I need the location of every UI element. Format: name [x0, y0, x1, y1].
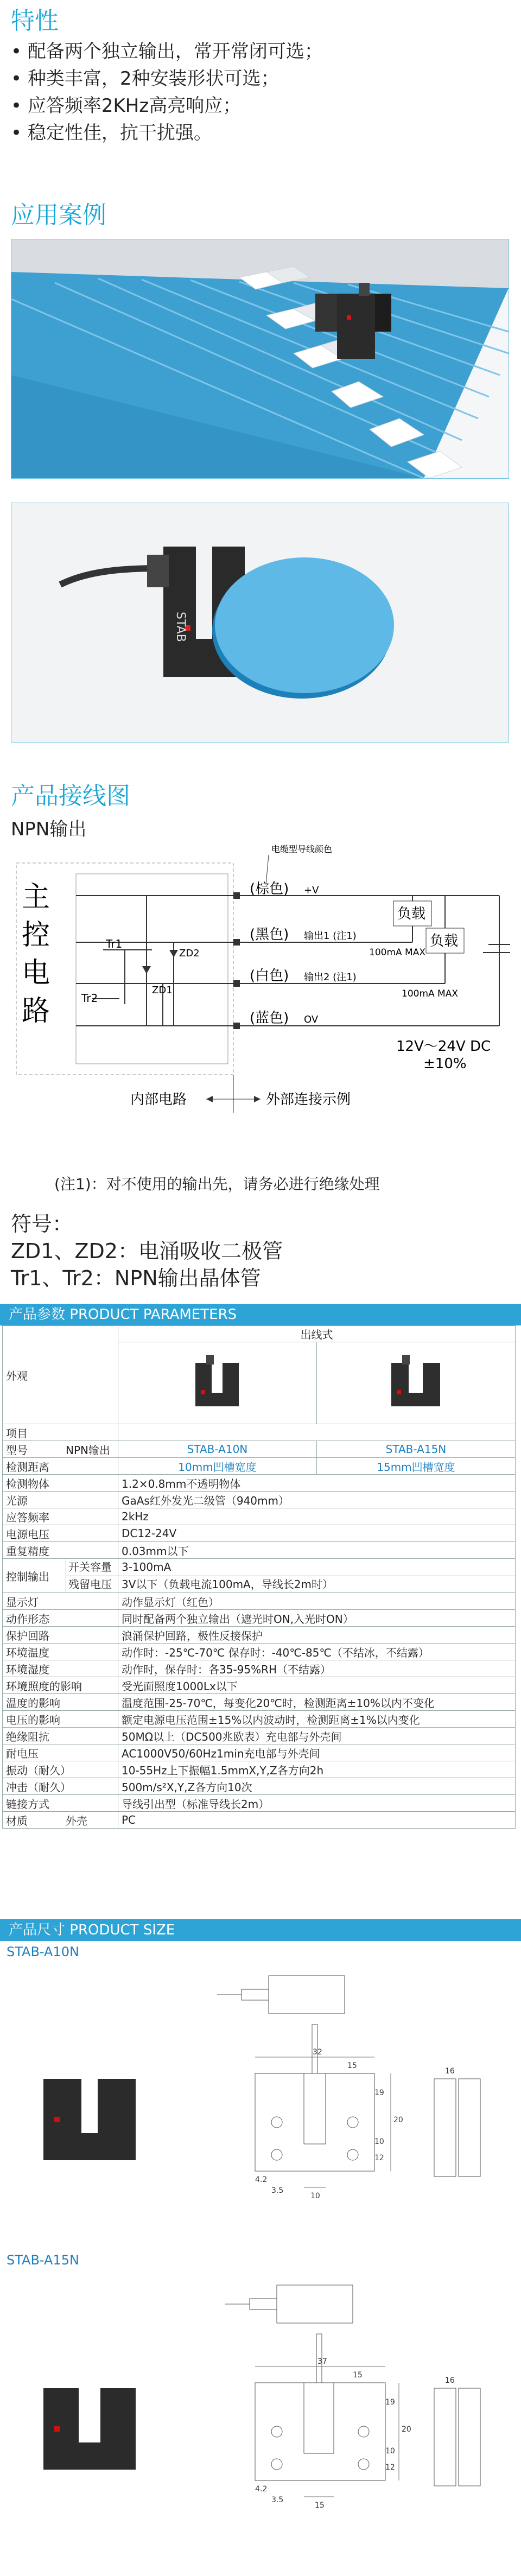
symbol-tr: Tr1、Tr2：NPN输出晶体管: [11, 1266, 261, 1290]
tr2-label: Tr2: [81, 992, 98, 1005]
table-row: [3, 1424, 516, 1441]
product-photo-a-img: [182, 1352, 252, 1412]
wire-blue: (蓝色): [250, 1010, 289, 1026]
model-b: STAB-A15N: [316, 1441, 515, 1458]
dim-10: 10: [374, 2137, 384, 2146]
dim-4-2: 4.2: [255, 2485, 268, 2493]
table-row: 保护回路 浪涌保护回路，极性反接保护: [3, 1627, 516, 1644]
wiring-title: 产品接线图: [11, 782, 130, 810]
symbol-zd: ZD1、ZD2：电涌吸收二极管: [11, 1239, 283, 1263]
dim-12: 12: [374, 2154, 384, 2162]
wire-black: (黑色): [250, 927, 289, 943]
size-bar: 产品尺寸 PRODUCT SIZE: [0, 1919, 521, 1941]
tr1-label: Tr1: [106, 937, 123, 950]
material-cell: 材质 外壳: [3, 1812, 118, 1829]
wire-out2: 输出2 (注1): [304, 972, 357, 983]
load-1: 负载: [397, 906, 426, 922]
feature-item: • 配备两个独立输出，常开常闭可选；: [11, 41, 323, 62]
dim-3-5: 3.5: [271, 2186, 284, 2195]
feature-item: • 稳定性佳，抗干扰强。: [11, 122, 212, 144]
features-title: 特性: [11, 7, 59, 35]
dim-height: 20: [393, 2116, 403, 2124]
dim-12: 12: [385, 2463, 395, 2472]
product-photo-a: [118, 1342, 317, 1424]
app-image-2: [11, 503, 509, 743]
table-row: 电压的影响 额定电源电压范围±15%以内波动时，检测距离±1%以内变化: [3, 1711, 516, 1728]
wire-color-note: 电缆型导线颜色: [271, 844, 333, 854]
dim-height: 20: [402, 2425, 411, 2434]
wire-ov: OV: [304, 1014, 319, 1025]
zd2-label: ZD2: [179, 948, 200, 959]
ma-2: 100mA MAX: [402, 988, 458, 999]
model-label-cell: 型号 NPN输出: [3, 1441, 118, 1458]
feature-item: • 应答频率2KHz高亮响应；: [11, 95, 242, 117]
dim-4-2: 4.2: [255, 2175, 268, 2184]
table-row: 重复精度 0.03mm以下: [3, 1542, 516, 1559]
table-row: 检测物体 1.2×0.8mm不透明物体: [3, 1475, 516, 1492]
table-row: [3, 1458, 516, 1475]
wire-brown: (棕色): [250, 881, 289, 897]
table-row: 温度的影响 温度范围-25-70℃，每变化20℃时，检测距离±10%以内不变化: [3, 1694, 516, 1711]
table-row: 环境温度 动作时：-25℃-70℃ 保存时：-40℃-85℃（不结冰，不结露）: [3, 1644, 516, 1660]
table-row: 光源 GaAs红外发光二级管（940mm）: [3, 1492, 516, 1508]
feature-list: [11, 38, 323, 147]
cable-type: 出线式: [118, 1326, 516, 1342]
wiring-note: (注1)：对不使用的输出先，请务必进行绝缘处理: [54, 1175, 380, 1193]
main-circuit-char: 控: [22, 919, 50, 951]
table-row: 应答频率 2kHz: [3, 1508, 516, 1525]
symbol-title: 符号：: [11, 1212, 73, 1236]
load-2: 负载: [430, 933, 459, 949]
dim-width: 37: [317, 2357, 327, 2366]
dim-15: 15: [347, 2061, 357, 2070]
external-example-label: 外部连接示例: [266, 1092, 351, 1108]
wire-v-plus: +V: [304, 885, 319, 896]
wire-out1: 输出1 (注1): [304, 930, 357, 942]
table-row: 环境照度的影响 受光面照度1000Lx以下: [3, 1677, 516, 1694]
spec-table: [2, 1325, 516, 1829]
size-b-drawing: [0, 2269, 510, 2551]
table-row: 电源电压 DC12-24V: [3, 1525, 516, 1542]
wiring-subtitle: NPN输出: [11, 819, 87, 840]
zd1-label: ZD1: [152, 985, 173, 996]
feature-item: • 种类丰富，2种安装形状可选；: [11, 68, 279, 90]
wire-white: (白色): [250, 968, 289, 984]
table-row: [3, 1326, 516, 1342]
dist-label: 检测距离: [3, 1458, 118, 1475]
model-a: STAB-A10N: [118, 1441, 317, 1458]
main-circuit-char: 电: [22, 957, 50, 989]
apps-title: 应用案例: [11, 201, 106, 229]
dim-15: 15: [353, 2371, 363, 2380]
main-circuit-char: 路: [22, 995, 50, 1027]
table-row: 材质 外壳 PC: [3, 1812, 516, 1829]
size-a-drawing: [0, 1959, 510, 2242]
dist-b: 15mm凹槽宽度: [316, 1458, 515, 1475]
app-image-1: [11, 239, 509, 479]
product-photo-b-img: [380, 1352, 451, 1412]
dim-groove: 10: [310, 2192, 320, 2200]
supply-voltage: 12V～24V DC: [396, 1038, 491, 1055]
supply-tolerance: ±10%: [423, 1056, 467, 1072]
size-b-label: STAB-A15N: [7, 2253, 79, 2268]
wiring-diagram: [11, 841, 510, 1134]
item-header: 项目: [3, 1424, 118, 1441]
dist-a: 10mm凹槽宽度: [118, 1458, 317, 1475]
dim-depth: 16: [445, 2376, 455, 2385]
control-output-cell: 控制输出 开关容量 残留电压: [3, 1559, 118, 1593]
size-a-label: STAB-A10N: [7, 1944, 79, 1959]
table-row: 耐电压 AC1000V50/60Hz1min充电部与外壳间: [3, 1744, 516, 1761]
dim-3-5: 3.5: [271, 2496, 284, 2504]
sensor-label: STAB: [174, 612, 187, 642]
appearance-cell: 外观: [3, 1326, 118, 1424]
main-circuit-char: 主: [22, 881, 50, 913]
dim-groove: 15: [315, 2501, 325, 2510]
dim-10: 10: [385, 2447, 395, 2456]
table-row: 控制输出 开关容量 残留电压 3-100mA 3V以下（负载电流100mA，导线长2m时）: [3, 1559, 516, 1593]
table-row: 振动（耐久） 10-55Hz上下振幅1.5mmX,Y,Z各方向2h: [3, 1761, 516, 1778]
dim-19: 19: [374, 2089, 384, 2097]
product-photo-b: [316, 1342, 515, 1424]
internal-circuit-label: 内部电路: [130, 1092, 187, 1108]
table-row: 显示灯 动作显示灯（红色）: [3, 1593, 516, 1610]
table-row: 绝缘阻抗 50MΩ以上（DC500兆欧表）充电部与外壳间: [3, 1728, 516, 1744]
table-row: [3, 1441, 516, 1458]
ma-1: 100mA MAX: [369, 947, 425, 958]
params-bar: 产品参数 PRODUCT PARAMETERS: [0, 1304, 521, 1325]
dim-19: 19: [385, 2398, 395, 2407]
table-row: 冲击（耐久） 500m/s²X,Y,Z各方向10次: [3, 1778, 516, 1795]
table-row: 环境湿度 动作时，保存时：各35-95%RH（不结露）: [3, 1660, 516, 1677]
dim-width: 32: [313, 2048, 322, 2057]
table-row: 链接方式 导线引出型（标准导线长2m）: [3, 1795, 516, 1812]
dim-depth: 16: [445, 2067, 455, 2076]
table-row: 动作形态 同时配备两个独立输出（遮光时ON,入光时ON）: [3, 1610, 516, 1627]
